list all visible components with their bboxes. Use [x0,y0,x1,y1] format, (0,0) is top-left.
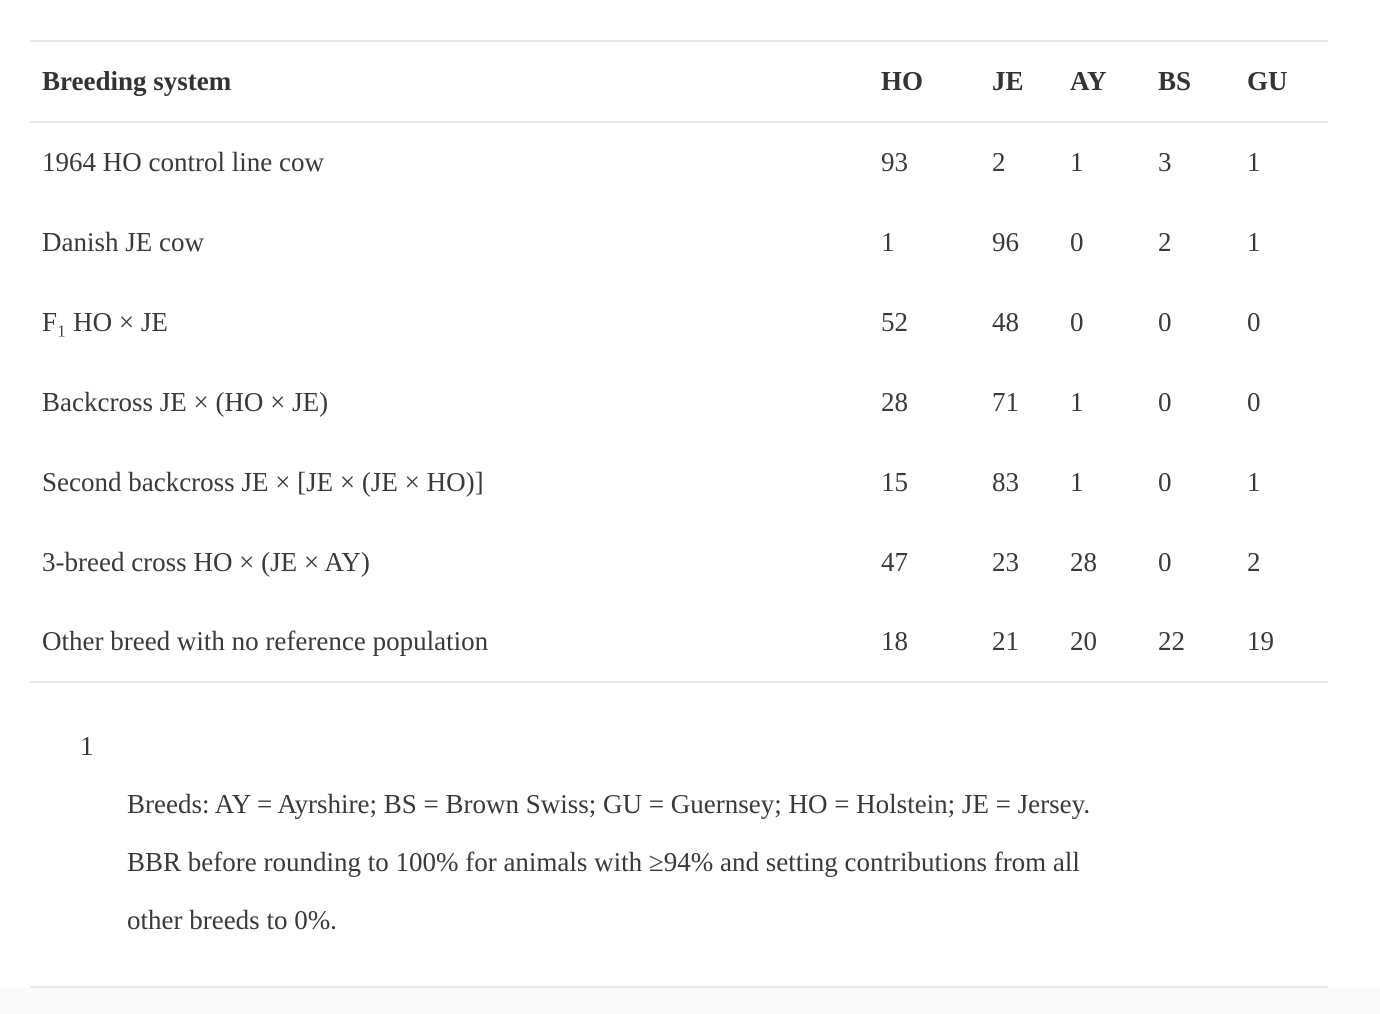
table-cell: 48 [992,306,1019,337]
table-cell: 19 [1247,602,1328,682]
row-label: 3-breed cross HO × (JE × AY) [42,546,370,577]
table-row [30,362,1328,442]
table-cell: 1 [1070,386,1084,417]
table-cell: 83 [992,466,1019,497]
footer-band [0,988,1380,1014]
table-row [30,202,1328,282]
table-cell: 0 [1247,306,1261,337]
row-label: Other breed with no reference population [30,602,881,682]
table-row [30,282,1328,362]
table-cell: 0 [1247,386,1261,417]
table-cell: 1 [1070,147,1084,177]
table-cell: 0 [1070,306,1084,337]
row-label: Backcross JE × (HO × JE) [42,386,329,417]
table-cell: 0 [1070,226,1084,257]
table-cell: 47 [881,546,908,577]
table-cell: 2 [992,147,1006,177]
table-cell: 1 [1070,466,1084,497]
table-footnote [80,717,1380,949]
header-row [30,41,1328,122]
table-cell: 0 [1158,386,1172,417]
table-row [30,442,1328,522]
column-header-bs: BS [1158,41,1247,122]
column-header-ho: HO [881,41,992,122]
table-cell: 0 [1158,546,1172,577]
table-cell: 1 [1247,147,1261,177]
table-cell: 1 [1247,466,1261,497]
footnote-marker: 1 [80,731,94,761]
table-cell: 52 [881,306,908,337]
table-cell: 23 [992,546,1019,577]
column-header-gu: GU [1247,41,1328,122]
table-row [30,522,1328,602]
table-cell: 28 [881,386,908,417]
footnote-text-line: Breeds: AY = Ayrshire; BS = Brown Swiss; GU = Guernsey; HO = Holstein; JE = Jersey. [127,789,1091,819]
table-cell: 1 [881,226,895,257]
row-label: F₁ HO × JE [42,306,168,337]
table-cell: 0 [1158,306,1172,337]
footnote-text-line: BBR before rounding to 100% for animals with ≥94% and setting contributions from all [127,847,1080,877]
column-header-ay: AY [1070,41,1158,122]
table-cell: 71 [992,386,1019,417]
row-label: Second backcross JE × [JE × (JE × HO)] [42,466,484,497]
table-cell: 15 [881,466,908,497]
table-row [30,602,1328,682]
footnote-text-line: other breeds to 0%. [127,905,337,935]
table-cell: 2 [1158,226,1172,257]
column-header-je: JE [992,41,1070,122]
table-cell: 96 [992,226,1019,257]
row-label: 1964 HO control line cow [42,147,324,177]
table-cell: 2 [1247,546,1261,577]
table-cell: 28 [1070,546,1097,577]
table-cell: 22 [1158,602,1247,682]
table-cell: 93 [881,147,908,177]
table-cell: 21 [992,602,1070,682]
row-label: Danish JE cow [42,226,204,257]
footnote-text [127,775,1327,949]
table-cell: 0 [1158,466,1172,497]
table-cell: 20 [1070,602,1158,682]
breeding-system-table [30,40,1328,683]
table-row [30,122,1328,202]
table-cell: 3 [1158,147,1172,177]
column-header-breeding-system: Breeding system [30,41,881,122]
table-cell: 1 [1247,226,1261,257]
table-cell: 18 [881,602,992,682]
